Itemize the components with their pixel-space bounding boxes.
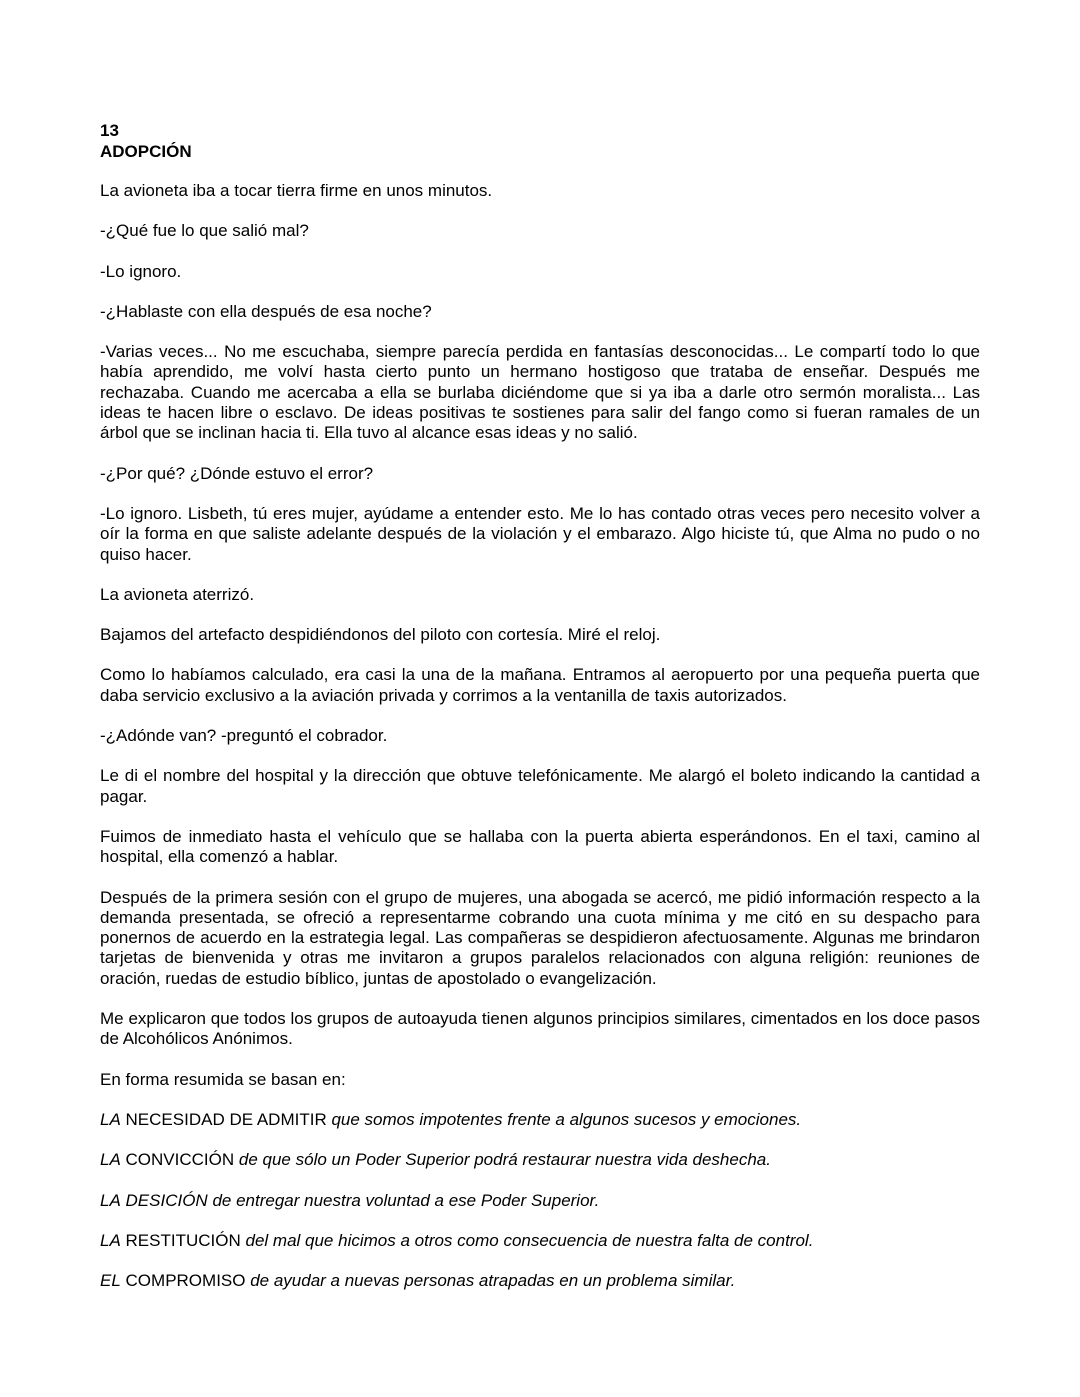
chapter-number: 13	[100, 121, 119, 140]
principle-article: LA	[100, 1109, 121, 1129]
principle-article: LA	[100, 1230, 121, 1250]
paragraph: Le di el nombre del hospital y la dirección que obtuve telefónicamente. Me alargó el boleto indicando la cantidad a pagar.	[100, 766, 980, 806]
principle-text: que somos impotentes frente a algunos sucesos y emociones.	[331, 1109, 802, 1129]
dialogue-line: -Lo ignoro.	[100, 261, 182, 281]
principle-key: NECESIDAD DE ADMITIR	[125, 1109, 327, 1129]
principle-item	[100, 1271, 980, 1291]
chapter-title: ADOPCIÓN	[100, 142, 192, 161]
principle-item	[100, 1231, 980, 1251]
principle-article: EL	[100, 1271, 121, 1291]
principle-text: de entregar nuestra voluntad a ese Poder Superior.	[212, 1190, 600, 1210]
principle-text: de ayudar a nuevas personas atrapadas en un problema similar.	[250, 1271, 736, 1291]
principle-key: DESICIÓN	[125, 1190, 208, 1210]
paragraph: Después de la primera sesión con el grupo de mujeres, una abogada se acercó, me pidió información respecto a la demanda presentada, se ofreció a representarme cobrando una cuota mínima y me citó en su despacho para ponernos de acuerdo en la estrategia legal. Las compañeras se despidieron afectuosamente. Algunas me brindaron tarjetas de bienvenida y otras me invitaron a grupos paralelos relacionados con alguna religión: reuniones de oración, ruedas de estudio bíblico, juntas de apostolado o evangelización.	[100, 887, 980, 988]
principle-key: RESTITUCIÓN	[125, 1230, 241, 1250]
document-page	[100, 120, 980, 1311]
principle-key: COMPROMISO	[125, 1271, 246, 1291]
principle-text: de que sólo un Poder Superior podrá restaurar nuestra vida deshecha.	[238, 1150, 771, 1170]
dialogue-line: -¿Por qué? ¿Dónde estuvo el error?	[100, 463, 374, 483]
principle-article: LA	[100, 1150, 121, 1170]
paragraph: Como lo habíamos calculado, era casi la una de la mañana. Entramos al aeropuerto por una pequeña puerta que daba servicio exclusivo a la aviación privada y corrimos a la ventanilla de taxis autorizados.	[100, 665, 980, 705]
dialogue-line: -Varias veces... No me escuchaba, siempre parecía perdida en fantasías desconocidas... Le compartí todo lo que había aprendido, me volví hasta cierto punto un hermano hostigoso que trataba de enseñar. Después me rechazaba. Cuando me acercaba a ella se burlaba diciéndome que si ya iba a darle otro sermón moralista... Las ideas te hacen libre o esclavo. De ideas positivas te sostienes para salir del fango como si fueran ramales de un árbol que se inclinan hacia ti. Ella tuvo al alcance esas ideas y no salió.	[100, 342, 980, 443]
principle-item	[100, 1110, 980, 1130]
dialogue-line: -¿Adónde van? -preguntó el cobrador.	[100, 726, 388, 746]
principle-item	[100, 1150, 980, 1170]
paragraph: Bajamos del artefacto despidiéndonos del piloto con cortesía. Miré el reloj.	[100, 625, 661, 645]
paragraph: Fuimos de inmediato hasta el vehículo que se hallaba con la puerta abierta esperándonos. En el taxi, camino al hospital, ella comenzó a hablar.	[100, 826, 980, 867]
paragraph: Me explicaron que todos los grupos de autoayuda tienen algunos principios similares, cimentados en los doce pasos de Alcohólicos Anónimos.	[100, 1009, 980, 1049]
dialogue-line: -¿Qué fue lo que salió mal?	[100, 221, 309, 241]
paragraph: La avioneta aterrizó.	[100, 584, 255, 604]
dialogue-line: -¿Hablaste con ella después de esa noche?	[100, 301, 432, 321]
principle-article: LA	[100, 1190, 121, 1210]
dialogue-line: -Lo ignoro. Lisbeth, tú eres mujer, ayúdame a entender esto. Me lo has contado otras veces pero necesito volver a oír la forma en que saliste adelante después de la violación y el embarazo. Algo hiciste tú, que Alma no pudo o no quiso hacer.	[100, 503, 980, 564]
paragraph: En forma resumida se basan en:	[100, 1069, 346, 1089]
paragraph: La avioneta iba a tocar tierra firme en unos minutos.	[100, 181, 493, 200]
principle-text: del mal que hicimos a otros como consecuencia de nuestra falta de control.	[245, 1230, 814, 1250]
principle-item	[100, 1191, 980, 1211]
principle-key: CONVICCIÓN	[125, 1150, 235, 1170]
